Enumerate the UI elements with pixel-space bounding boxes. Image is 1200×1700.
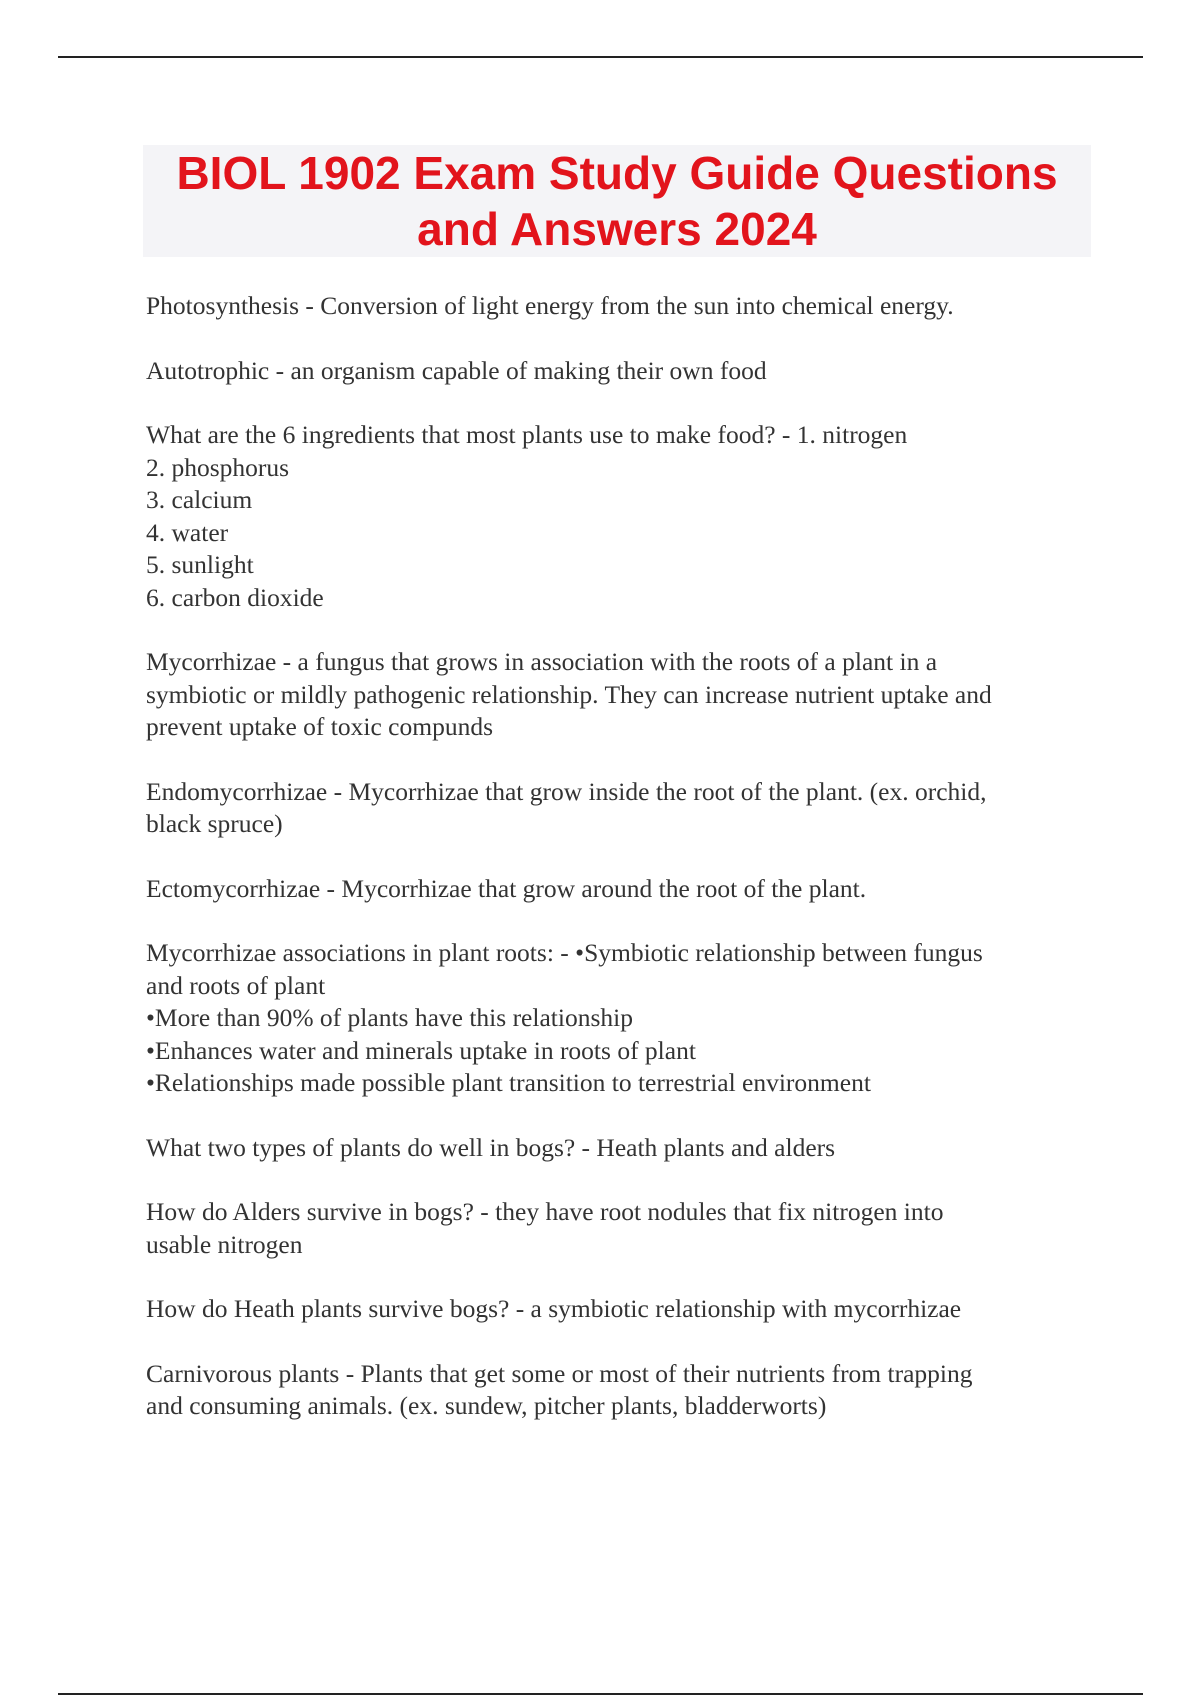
qa-entry	[146, 1358, 1106, 1423]
qa-entry	[146, 776, 1106, 841]
entry-text: 6. carbon dioxide	[146, 582, 324, 612]
qa-entry	[146, 290, 1106, 323]
qa-entry	[146, 873, 1106, 906]
qa-entry	[146, 646, 1106, 744]
entry-text: •Relationships made possible plant transition to terrestrial environment	[146, 1068, 871, 1097]
entry-text: 5. sunlight	[146, 550, 254, 579]
title-line-1: BIOL 1902 Exam Study Guide Questions	[176, 147, 1058, 199]
entry-text: How do Heath plants survive bogs? - a symbiotic relationship with mycorrhizae	[146, 1294, 962, 1323]
entry-text: 4. water	[146, 517, 229, 547]
entry-text: black spruce)	[146, 809, 283, 838]
entry-text: •More than 90% of plants have this relationship	[146, 1003, 633, 1032]
entry-text: How do Alders survive in bogs? - they have root nodules that fix nitrogen into	[146, 1197, 944, 1226]
entry-text: usable nitrogen	[146, 1229, 303, 1259]
entry-text: Mycorrhizae - a fungus that grows in association with the roots of a plant in a	[146, 647, 938, 676]
entry-text: What are the 6 ingredients that most plants use to make food? - 1. nitrogen	[146, 420, 908, 449]
title-banner	[143, 145, 1091, 257]
qa-entry	[146, 1293, 1106, 1326]
title-line-2: and Answers 2024	[417, 203, 817, 255]
entry-text: Endomycorrhizae - Mycorrhizae that grow inside the root of the plant. (ex. orchid,	[146, 776, 987, 806]
entry-text: •Enhances water and minerals uptake in roots of plant	[146, 1035, 696, 1065]
entry-text: and consuming animals. (ex. sundew, pitcher plants, bladderworts)	[146, 1391, 827, 1420]
entry-text: Mycorrhizae associations in plant roots: - •Symbiotic relationship between fungus	[146, 938, 983, 967]
entry-text: prevent uptake of toxic compunds	[146, 712, 493, 741]
entry-text: Autotrophic - an organism capable of making their own food	[146, 355, 767, 385]
entry-text: Carnivorous plants - Plants that get some or most of their nutrients from trapping	[146, 1358, 973, 1388]
entry-text: and roots of plant	[146, 970, 326, 1000]
qa-entry	[146, 1132, 1106, 1165]
top-rule	[58, 56, 1143, 58]
bottom-rule	[58, 1693, 1143, 1695]
qa-entry	[146, 355, 1106, 388]
document-title	[143, 145, 1091, 257]
qa-entry	[146, 419, 1106, 614]
entry-text: 3. calcium	[146, 485, 253, 514]
entry-text: symbiotic or mildly pathogenic relationship. They can increase nutrient uptake and	[146, 679, 992, 709]
entry-text: Ectomycorrhizae - Mycorrhizae that grow around the root of the plant.	[146, 873, 867, 903]
qa-entry	[146, 937, 1106, 1100]
entry-text: 2. phosphorus	[146, 452, 290, 482]
qa-content	[146, 290, 1106, 1455]
entry-text: What two types of plants do well in bogs? - Heath plants and alders	[146, 1132, 836, 1162]
qa-entry	[146, 1196, 1106, 1261]
entry-text: Photosynthesis - Conversion of light energy from the sun into chemical energy.	[146, 291, 954, 320]
